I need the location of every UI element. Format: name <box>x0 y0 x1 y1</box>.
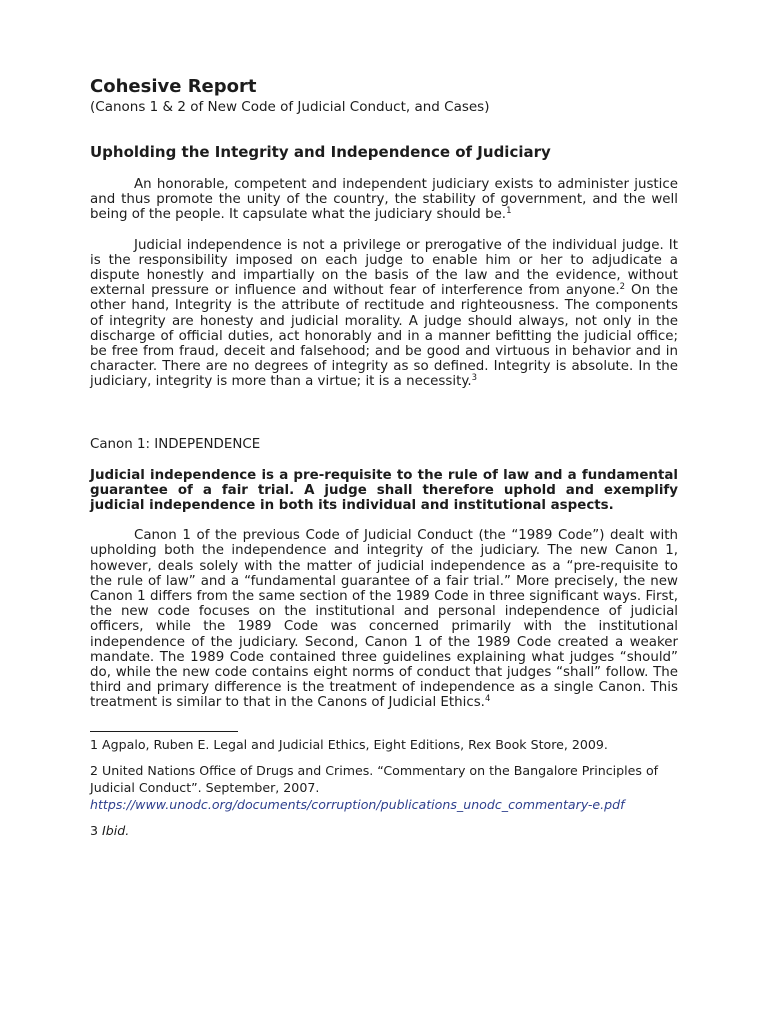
footnote-3-text: Ibid. <box>102 822 130 838</box>
paragraph-integrity-text: On the other hand, Integrity is the attribute of rectitude and righteousness. The components of integrity are honesty and judicial morality. A judge should always, not only in the discharge of official duties, act honorably and in a manner befitting the judicial office; be free from fraud, deceit and falsehood; and be good and virtuous in behavior and in character. There are no degrees of integrity as so defined. Integrity is absolute. In the judiciary, integrity is more than a virtue; it is a necessity. <box>90 283 679 390</box>
footnote-separator <box>90 731 238 732</box>
footnote-2 <box>90 762 678 813</box>
canon-1-statement: Judicial independence is a pre-requisite to the rule of law and a fundamental guarantee of a fair trial. A judge shall therefore uphold and exemplify judicial independence in both its individual and institutional aspects. <box>90 467 678 514</box>
document-subtitle: (Canons 1 & 2 of New Code of Judicial Conduct, and Cases) <box>90 99 490 115</box>
footnote-3 <box>90 822 678 839</box>
paragraph-intro <box>90 177 678 223</box>
paragraph-independence-text: Judicial independence is not a privilege or prerogative of the individual judge. It is the responsibility imposed on each judge to enable him or her to adjudicate a dispute honestly and impartially on the basis of the law and the evidence, without external pressure or influence and without fear of interference from anyone. <box>90 237 678 299</box>
footnote-ref-4[interactable]: 4 <box>484 694 491 705</box>
footnote-1: 1 Agpalo, Ruben E. Legal and Judicial Ethics, Eight Editions, Rex Book Store, 2009. <box>90 736 608 752</box>
footnote-ref-3[interactable]: 3 <box>471 373 478 384</box>
paragraph-intro-text: An honorable, competent and independent judiciary exists to administer justice and thus promote the unity of the country, the stability of government, and the well being of the people. It capsulate what the judiciary should be. <box>90 177 678 223</box>
footnote-3-number: 3 <box>90 822 103 838</box>
paragraph-independence-integrity <box>90 238 678 390</box>
footnote-2-text: 2 United Nations Office of Drugs and Crimes. “Commentary on the Bangalore Principles of Judicial Conduct”. September, 2007. <box>90 762 659 795</box>
footnote-ref-2[interactable]: 2 <box>619 282 626 293</box>
canon-1-commentary <box>90 528 678 710</box>
footnote-2-link[interactable]: https://www.unodc.org/documents/corruption/publications_unodc_commentary-e.pdf <box>90 796 625 812</box>
canon-1-commentary-text: Canon 1 of the previous Code of Judicial Conduct (the “1989 Code”) dealt with upholding both the independence and integrity of the judiciary. The new Canon 1, however, deals solely with the matter of judicial independence as a “pre-requisite to the rule of law” and a “fundamental guarantee of a fair trial.” More precisely, the new Canon 1 differs from the same section of the 1989 Code in three significant ways. First, the new code focuses on the institutional and personal independence of judicial officers, while the 1989 Code was concerned primarily with the institutional independence of the judiciary. Second, Canon 1 of the 1989 Code created a weaker mandate. The 1989 Code contained three guidelines explaining what judges “should” do, while the new code contains eight norms of conduct that judges “shall” follow. The third and primary difference is the treatment of independence as a single Canon. This treatment is similar to that in the Canons of Judicial Ethics. <box>90 528 678 711</box>
document-page <box>90 76 678 839</box>
document-title: Cohesive Report <box>90 76 257 97</box>
footnote-ref-1[interactable]: 1 <box>506 206 512 217</box>
section-heading: Upholding the Integrity and Independence of Judiciary <box>90 143 551 161</box>
canon-1-label: Canon 1: INDEPENDENCE <box>90 436 261 452</box>
